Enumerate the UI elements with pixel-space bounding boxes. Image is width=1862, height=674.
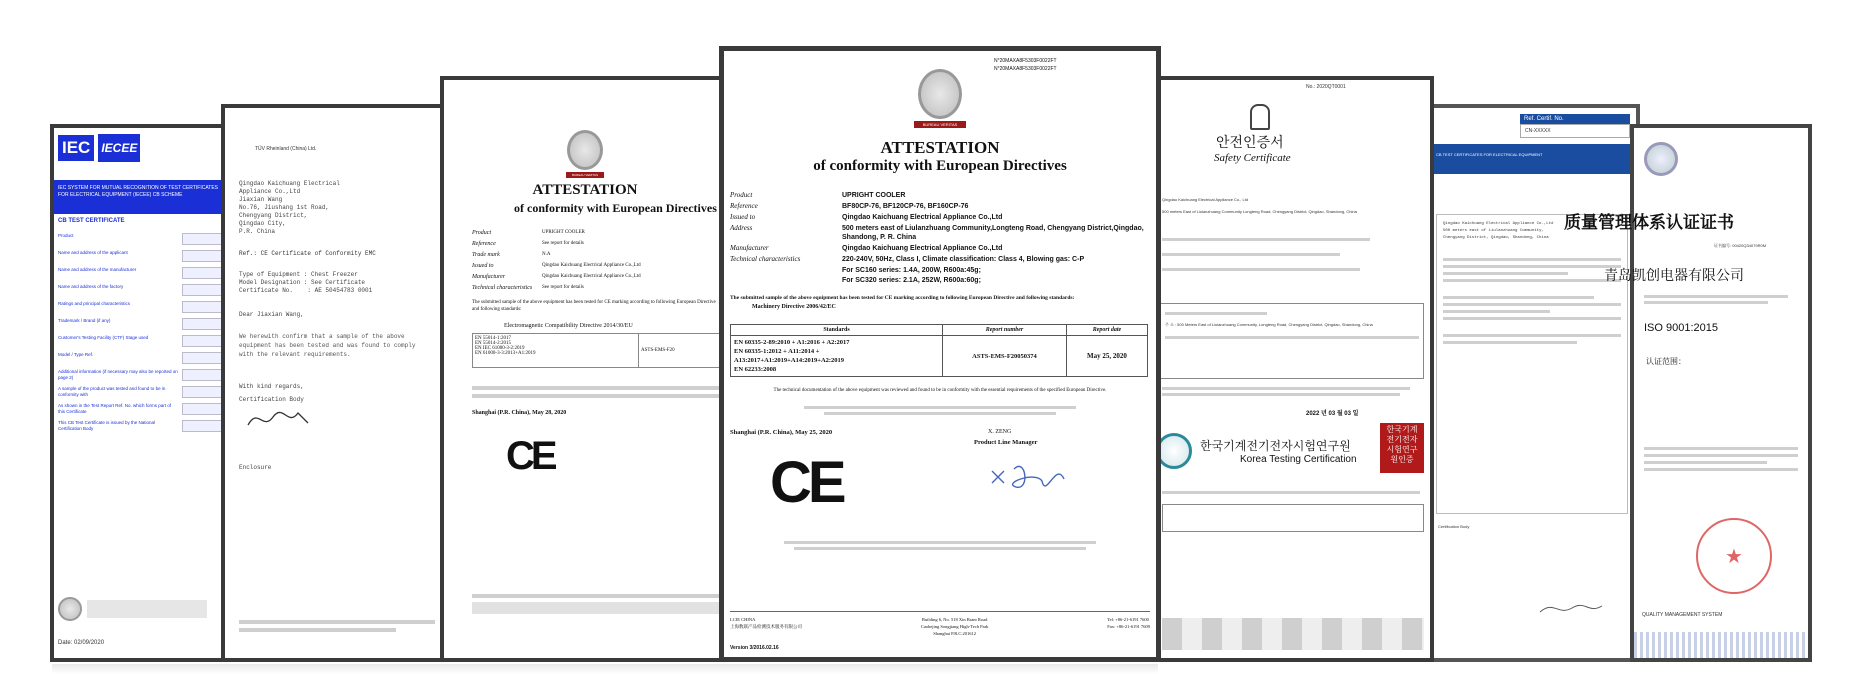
cb-line: Qingdao Kaichuang Electrical Appliance Co.,Ltd bbox=[1443, 222, 1554, 226]
main-row-value: Qingdao Kaichuang Electrical Appliance Co.,Ltd bbox=[842, 214, 1003, 221]
main-attestation-subtitle: of conformity with European Directives bbox=[813, 158, 1067, 174]
emc-standards-table bbox=[472, 333, 724, 368]
cert-no-label: Ref. Certif. No. bbox=[1520, 114, 1630, 124]
signoff: Certification Body bbox=[239, 396, 304, 403]
kc-address-box bbox=[1160, 303, 1424, 379]
main-footer bbox=[730, 611, 1150, 637]
cb-field-box bbox=[182, 301, 222, 313]
field-list bbox=[54, 233, 226, 432]
main-row-label: Manufacturer bbox=[730, 244, 769, 252]
footer-line: 上海数联产品检测技术服务有限公司 bbox=[730, 624, 802, 629]
scheme-banner: IEC SYSTEM FOR MUTUAL RECOGNITION OF TEST CERTIFICATES FOR ELECTRICAL EQUIPMENT (IECEE) CB SCHEME bbox=[54, 180, 226, 214]
table-standard: EN 60335-2-89:2010 + A1:2016 + A2:2017 bbox=[734, 339, 850, 346]
equipment-line: Type of Equipment : Chest Freezer bbox=[239, 271, 358, 278]
iso-cert-no: 证书编号: 00420Q34079R0M bbox=[1714, 243, 1767, 248]
tech-extra-line: For SC160 series: 1.4A, 200W, R600a:45g; bbox=[842, 267, 981, 274]
table-standard: EN 60335-1:2012 + A11:2014 + bbox=[734, 348, 820, 355]
emc-standard: EN IEC 61000-3-2:2019 bbox=[475, 346, 525, 351]
applicant-block bbox=[239, 180, 441, 236]
iec-cb-certificate bbox=[50, 124, 230, 662]
footer-line: Building 6, No. 518 Xin Brant Road bbox=[921, 617, 988, 622]
kc-lines bbox=[1162, 194, 1420, 218]
row-value: See report for details bbox=[542, 241, 584, 246]
bv-seal-icon bbox=[567, 130, 603, 170]
row-value: Qingdao Kaichuang Electrical Appliance Co.,Ltd bbox=[542, 263, 641, 268]
main-row-value: Qingdao Kaichuang Electrical Appliance Co.,Ltd bbox=[842, 245, 1003, 252]
iso-red-stamp-icon: ★ bbox=[1696, 518, 1772, 594]
cb-field-box bbox=[182, 250, 222, 262]
standards-table bbox=[730, 324, 1148, 377]
row-value: N.A bbox=[542, 252, 551, 257]
cb-field-box bbox=[182, 352, 222, 364]
iso-certificate bbox=[1564, 124, 1812, 662]
row-value: Qingdao Kaichuang Electrical Appliance Co.,Ltd bbox=[542, 274, 641, 279]
closing: With kind regards, bbox=[239, 383, 304, 390]
cb-body-box bbox=[1436, 214, 1628, 514]
main-extra-lines bbox=[842, 266, 1156, 286]
main-note: The technical documentation of the above equipment was reviewed and found to be in conformity with the essential requirements of the specified European Directive. bbox=[773, 388, 1107, 393]
cb-signature-icon bbox=[1536, 598, 1606, 618]
emc-report-no: ASTS-EMS-F20 bbox=[638, 334, 723, 367]
ktc-logo-icon bbox=[1156, 433, 1192, 469]
bv-seal-icon-main bbox=[918, 69, 962, 119]
footer-line: Caohejing Songjiang High-Tech Park bbox=[920, 624, 989, 629]
cb-field-label: Ratings and principal characteristics bbox=[58, 301, 131, 306]
footer-line: LCIE CHINA bbox=[730, 617, 756, 622]
letter-header: TÜV Rheinland (China) Ltd. bbox=[255, 146, 317, 152]
main-row-label: Technical characteristics bbox=[730, 255, 801, 263]
attestation-title: ATTESTATION bbox=[532, 182, 638, 198]
iec-logo: IEC bbox=[58, 135, 94, 161]
main-row-label: Issued to bbox=[730, 213, 756, 221]
ncb-seal-icon bbox=[58, 597, 82, 621]
cb-header-banner: CB TEST CERTIFICATES FOR ELECTRICAL EQUIPMENT bbox=[1430, 144, 1636, 174]
footer-line: Tel: +86-21-6191 7600 bbox=[1107, 617, 1149, 622]
cb-cert-title: CB TEST CERTIFICATE bbox=[58, 218, 125, 224]
iso-standard: ISO 9001:2015 bbox=[1644, 322, 1719, 334]
row-value: UPRIGHT COOLER bbox=[542, 230, 585, 235]
cb-field-box bbox=[182, 386, 222, 398]
row-label: Reference bbox=[472, 241, 496, 247]
version-label: Version 3/2016.02.16 bbox=[730, 645, 779, 651]
row-label: Technical characteristics bbox=[472, 285, 533, 291]
cb-certificate-right bbox=[1426, 104, 1640, 662]
letter-subject: Ref.: CE Certificate of Conformity EMC bbox=[239, 250, 376, 257]
kc-red-stamp-icon: 한국기계 전기전자 시험연구 원인증 bbox=[1380, 423, 1424, 473]
main-attestation-rows bbox=[730, 191, 1148, 264]
signer-title: Product Line Manager bbox=[974, 439, 1038, 446]
applicant-line: P.R. China bbox=[239, 228, 276, 235]
main-row-value: 220-240V, 50Hz, Class I, Climate classification: Class 4, Blowing gas: C-P bbox=[842, 256, 1085, 263]
attestation-rows bbox=[472, 230, 726, 291]
ce-mark-icon: CE bbox=[506, 434, 554, 478]
standards-cell bbox=[731, 336, 943, 377]
cb-field-label: Name and address of the applicant bbox=[58, 250, 128, 255]
kc-english-title: Safety Certificate bbox=[1214, 152, 1291, 164]
emc-standard: EN 55014-2:2015 bbox=[475, 341, 511, 346]
reflection-4 bbox=[722, 664, 1158, 674]
greeting: Dear Jiaxian Wang, bbox=[239, 311, 304, 318]
kc-address: 주 소 : 500 Meters East of Liulanzhuang Community, Longteng Road, Chengyang District, Qingdao, Shandong, China bbox=[1165, 322, 1373, 327]
footer-right bbox=[1107, 616, 1150, 637]
main-row-value: UPRIGHT COOLER bbox=[842, 192, 906, 199]
cb-field-label: Customer's Testing Facility (CTF) Stage used bbox=[58, 335, 149, 340]
main-statement: The submitted sample of the above equipment has been tested for CE marking according to following European Directive and following standards: bbox=[730, 295, 1075, 301]
cb-field-box bbox=[182, 369, 222, 381]
bv-brand-strip-main: BUREAU VERITAS bbox=[914, 121, 966, 128]
main-row-label: Reference bbox=[730, 202, 758, 210]
place-date: Shanghai (P.R. China), May 28, 2020 bbox=[472, 410, 567, 416]
cb-field-box bbox=[182, 233, 222, 245]
applicant-line: No.76, Jiushang 1st Road, bbox=[239, 204, 330, 211]
bv-attestation-emc bbox=[440, 76, 730, 662]
cb-footer: Certification Body bbox=[1438, 524, 1470, 529]
kc-logo-icon bbox=[1250, 104, 1270, 130]
signer-name: X. ZENG bbox=[988, 429, 1012, 435]
col-standards: Standards bbox=[731, 325, 943, 336]
main-ce-mark-icon: CE bbox=[770, 450, 843, 515]
iso-footer: QUALITY MANAGEMENT SYSTEM bbox=[1642, 612, 1723, 618]
kc-line: Qingdao Kaichuang Electrical Appliance Co., Ltd bbox=[1162, 197, 1249, 202]
cb-field-box bbox=[182, 403, 222, 415]
row-label: Product bbox=[472, 230, 492, 236]
footer-line: Fax: +86-21-6191 7609 bbox=[1107, 624, 1150, 629]
cb-field-box bbox=[182, 318, 222, 330]
col-report-number: Report number bbox=[943, 325, 1067, 336]
korean-safety-certificate bbox=[1152, 76, 1434, 662]
cb-field-label: Name and address of the manufacturer bbox=[58, 267, 137, 272]
institute-english: Korea Testing Certification bbox=[1240, 454, 1357, 465]
iecee-logo: IECEE bbox=[98, 134, 140, 162]
main-place-date: Shanghai (P.R. China), May 25, 2020 bbox=[730, 429, 833, 436]
applicant-line: Qingdao City, bbox=[239, 220, 286, 227]
cb-field-label: A sample of the product was tested and found to be in conformity with bbox=[58, 386, 166, 397]
main-row-label: Product bbox=[730, 191, 753, 199]
kc-korean-title: 안전인증서 bbox=[1216, 136, 1284, 151]
kc-top-no: No.: 2020QT0001 bbox=[1306, 84, 1346, 90]
main-directive: Machinery Directive 2006/42/EC bbox=[752, 304, 836, 310]
cb-field-label: Product bbox=[58, 233, 74, 238]
emc-standard: EN 61000-3-3:2013+A1:2019 bbox=[475, 351, 536, 356]
institute-korean: 한국기계전기전자시험연구원 bbox=[1200, 439, 1351, 453]
cb-field-label: This CB Test Certificate is issued by the National Certification Body bbox=[58, 420, 155, 431]
letter-footer bbox=[239, 616, 435, 636]
enclosure: Enclosure bbox=[239, 464, 272, 471]
cb-field-box bbox=[182, 284, 222, 296]
statement: The submitted sample of the above equipment has been tested for CE marking according to following European Directive and following standards: bbox=[472, 300, 716, 312]
report-date-cell: May 25, 2020 bbox=[1066, 336, 1147, 377]
cb-field-label: Model / Type Ref. bbox=[58, 352, 94, 357]
applicant-line: Jiaxian Wang bbox=[239, 196, 283, 203]
emc-directive: Electromagnetic Compatibility Directive 2014/30/EU bbox=[504, 323, 633, 329]
cqc-seal-icon bbox=[1644, 142, 1678, 176]
row-label: Manufacturer bbox=[472, 274, 506, 280]
cb-field-label: Additional information (if necessary may also be reported on page 2) bbox=[58, 369, 178, 380]
equipment-block bbox=[239, 271, 441, 295]
bv-brand-strip: BUREAU VERITAS bbox=[566, 172, 604, 178]
kc-date: 2022 년 03 월 03 일 bbox=[1306, 411, 1359, 417]
kc-line: 500 meters East of Liulanzhuang Community Longteng Road, Chengyang District, Qingdao, Shandong, China bbox=[1162, 209, 1357, 214]
attestation-subtitle: of conformity with European Directives bbox=[514, 201, 717, 215]
applicant-line: Qingdao Kaichuang Electrical bbox=[239, 180, 340, 187]
iso-scope: 认证范围： bbox=[1646, 357, 1686, 366]
main-row-value: BF80CP-76, BF120CP-76, BF160CP-76 bbox=[842, 203, 969, 210]
applicant-line: Appliance Co.,Ltd bbox=[239, 188, 301, 195]
footer-line: Shanghai P.R.C.201612 bbox=[933, 631, 976, 636]
cb-field-label: Trademark / Brand (if any) bbox=[58, 318, 111, 323]
tech-extra-line: For SC320 series: 2.1A, 252W, R600a:60g; bbox=[842, 277, 981, 284]
footer-mid bbox=[921, 616, 989, 637]
report-number-cell: ASTS-EMS-F20050374 bbox=[943, 336, 1067, 377]
row-label: Issued to bbox=[472, 263, 494, 269]
cert-number: N°20MAXA8F5303F0022FT bbox=[994, 66, 1057, 72]
conformity-letter bbox=[221, 104, 445, 662]
cb-field-label: As shown in the Test Report Ref. No. which forms part of this Certificate bbox=[58, 403, 171, 414]
cb-field-label: Name and address of the factory bbox=[58, 284, 124, 289]
main-signature-icon bbox=[986, 451, 1076, 501]
row-label: Trade mark bbox=[472, 252, 500, 258]
cert-no-value: CN-XXXXX bbox=[1520, 124, 1630, 138]
cert-number: N°20MAXA8F5303F0022FT bbox=[994, 58, 1057, 64]
main-attestation-title: ATTESTATION bbox=[880, 138, 1000, 157]
table-standard: EN 62233:2008 bbox=[734, 366, 777, 373]
applicant-line: Chengyang District, bbox=[239, 212, 308, 219]
letter-body: We herewith confirm that a sample of the above equipment has been tested and was found to comply with the relevant requirements. bbox=[239, 333, 416, 358]
signature-icon bbox=[243, 405, 313, 433]
cert-numbers bbox=[994, 57, 1057, 73]
equipment-line: Certificate No. : AE 50454783 0001 bbox=[239, 287, 373, 294]
iso-company-cn: 青岛凯创电器有限公司 bbox=[1604, 269, 1744, 284]
reflection-1 bbox=[52, 664, 228, 674]
cb-line: 500 meters east of Liulanzhuang Community, bbox=[1443, 229, 1544, 233]
cb-line: Chengyang District, Qingdao, Shandong, China bbox=[1443, 236, 1549, 240]
footer-left bbox=[730, 616, 802, 637]
iso-title-cn: 质量管理体系认证证书 bbox=[1564, 213, 1734, 232]
equipment-line: Model Designation : See Certificate bbox=[239, 279, 366, 286]
reflection-3 bbox=[442, 664, 727, 674]
cb-field-box bbox=[182, 420, 222, 432]
table-standard: A13:2017+A1:2019+A14:2019+A2:2019 bbox=[734, 357, 845, 364]
reflection-2 bbox=[223, 664, 443, 674]
issue-date: Date: 02/09/2020 bbox=[58, 640, 105, 646]
row-value: See report for details bbox=[542, 285, 584, 290]
emc-standard: EN 55014-1:2017 bbox=[475, 336, 511, 341]
bv-attestation-machinery bbox=[719, 46, 1161, 662]
cb-field-box bbox=[182, 335, 222, 347]
col-report-date: Report date bbox=[1066, 325, 1147, 336]
main-row-label: Address bbox=[730, 224, 753, 232]
main-row-value: 500 meters east of Liulanzhuang Community,Longteng Road, Chengyang District,Qingdao, Shandong, P. R. China bbox=[842, 225, 1144, 241]
cb-field-box bbox=[182, 267, 222, 279]
